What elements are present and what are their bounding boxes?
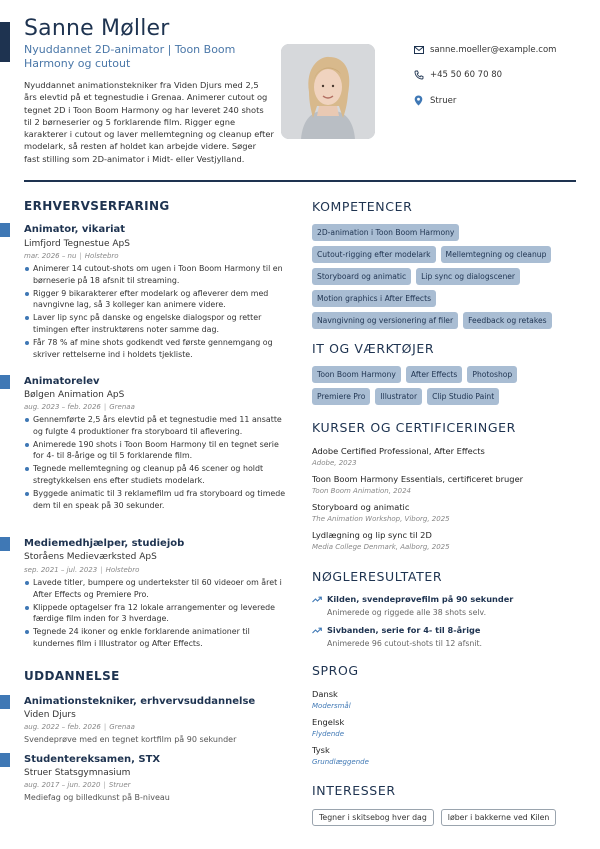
job-dates: mar. 2026 – nu — [24, 252, 77, 260]
contact-phone-text: +45 50 60 70 80 — [430, 70, 503, 80]
header-accent-bar — [0, 22, 10, 62]
job-meta: sep. 2021 – jul. 2023 | Holstebro — [24, 566, 140, 574]
education-meta: aug. 2017 – jun. 2020 | Struer — [24, 781, 131, 789]
result-item — [312, 594, 572, 617]
job-location: Grenaa — [109, 403, 135, 411]
job-meta: mar. 2026 – nu | Holstebro — [24, 252, 119, 260]
job-bullet: Tegnede mellemtegning og cleanup på 46 scener og holdt stregtykkelsen ens efter studiets modelark. — [24, 463, 286, 486]
languages-heading: SPROG — [312, 663, 359, 678]
education-title: Animationstekniker, erhvervsuddannelse — [24, 696, 256, 707]
course-meta: Media College Denmark, Aalborg, 2025 — [312, 543, 450, 551]
map-pin-icon — [414, 95, 428, 106]
job-company: Bølgen Animation ApS — [24, 390, 125, 400]
course-meta: Adobe, 2023 — [312, 459, 357, 467]
job-bullet: Gennemførte 2,5 års elevtid på et tegnestudie med 11 ansatte og fulgte 4 produktioner fra storyboard til aflevering. — [24, 414, 286, 437]
language-level: Grundlæggende — [312, 758, 369, 766]
course-name: Adobe Certified Professional, After Effects — [312, 446, 485, 456]
job-company: Limfjord Tegnestue ApS — [24, 239, 130, 249]
education-marker — [0, 753, 10, 767]
candidate-subtitle: Nyuddannet 2D-animator | Toon Boom Harmony og cutout — [24, 43, 236, 70]
job-title: Animator, vikariat — [24, 224, 126, 235]
education-dates: aug. 2022 – feb. 2026 — [24, 723, 101, 731]
course-name: Storyboard og animatic — [312, 502, 410, 512]
contact-location — [414, 95, 456, 106]
tool-tag: After Effects — [406, 366, 462, 383]
tools-heading: IT OG VÆRKTØJER — [312, 341, 435, 356]
education-location: Struer — [108, 781, 131, 789]
courses-heading: KURSER OG CERTIFICERINGER — [312, 420, 516, 435]
tools-tags — [312, 366, 580, 405]
result-item — [312, 625, 572, 648]
job-dates: sep. 2021 – jul. 2023 — [24, 566, 98, 574]
job-marker — [0, 537, 10, 551]
contact-email-text: sanne.moeller@example.com — [430, 45, 557, 55]
skill-tag: Feedback og retakes — [463, 312, 551, 329]
profile-photo — [281, 44, 375, 139]
skills-tags — [312, 224, 580, 329]
job-marker — [0, 375, 10, 389]
job-bullets — [24, 577, 286, 651]
contact-phone[interactable] — [414, 70, 502, 80]
job-bullets — [24, 414, 286, 513]
candidate-name: Sanne Møller — [24, 16, 170, 41]
education-heading: UDDANNELSE — [24, 669, 120, 683]
job-bullet: Animerede 190 shots i Toon Boom Harmony til en tegnet serie for 4- til 8-årige og til 5 forklarende film. — [24, 439, 286, 462]
language-name: Engelsk — [312, 717, 345, 727]
job-bullet: Rigger 9 bikarakterer efter modelark og afleverer dem med navngivne lag, så 3 kolleger kan animere videre. — [24, 288, 286, 311]
language-level: Flydende — [312, 730, 345, 738]
contact-location-text: Struer — [430, 95, 457, 106]
result-title: Sivbanden, serie for 4- til 8-årige — [327, 625, 481, 635]
tool-tag: Clip Studio Paint — [427, 388, 499, 405]
job-bullets — [24, 263, 286, 362]
job-bullet: Animerer 14 cutout-shots om ugen i Toon Boom Harmony til en børneserie på 18 afsnit til streaming. — [24, 263, 286, 286]
skill-tag: Storyboard og animatic — [312, 268, 411, 285]
job-bullet: Byggede animatic til 3 reklamefilm ud fra storyboard og timede dem til en speak på 30 sekunder. — [24, 488, 286, 511]
interests-list — [312, 809, 556, 826]
language-level: Modersmål — [312, 702, 351, 710]
job-title: Mediemedhjælper, studiejob — [24, 538, 185, 549]
job-location: Holstebro — [105, 566, 140, 574]
header-divider — [24, 180, 576, 182]
education-school: Viden Djurs — [24, 710, 76, 720]
mail-icon — [414, 46, 428, 54]
skill-tag: Motion graphics i After Effects — [312, 290, 436, 307]
job-location: Holstebro — [84, 252, 119, 260]
result-title: Kilden, svendeprøvefilm på 90 sekunder — [327, 594, 514, 604]
skill-tag: Lip sync og dialogscener — [416, 268, 520, 285]
job-bullet: Lavede titler, bumpere og undertekster til 60 videoer om året i After Effects og Premiere Pro. — [24, 577, 286, 600]
trend-up-icon — [312, 626, 322, 636]
education-description: Mediefag og billedkunst på B-niveau — [24, 793, 170, 802]
job-dates: aug. 2023 – feb. 2026 — [24, 403, 101, 411]
trend-up-icon — [312, 595, 322, 605]
job-bullet: Klippede optagelser fra 12 lokale arrangementer og leverede færdige film inden for 3 hverdage. — [24, 602, 286, 625]
language-name: Tysk — [312, 745, 330, 755]
course-name: Lydlægning og lip sync til 2D — [312, 530, 432, 540]
skill-tag: Mellemtegning og cleanup — [441, 246, 552, 263]
job-bullet: Tegnede 24 ikoner og enkle forklarende animationer til kundernes film i Illustrator og After Effects. — [24, 626, 286, 649]
education-title: Studentereksamen, STX — [24, 754, 161, 765]
skills-heading: KOMPETENCER — [312, 199, 413, 214]
education-marker — [0, 695, 10, 709]
interests-heading: INTERESSER — [312, 783, 396, 798]
result-description: Animerede og riggede alle 38 shots selv. — [327, 608, 487, 617]
interest-chip: løber i bakkerne ved Kilen — [441, 809, 557, 826]
education-meta: aug. 2022 – feb. 2026 | Grenaa — [24, 723, 135, 731]
education-dates: aug. 2017 – jun. 2020 — [24, 781, 101, 789]
interest-chip: Tegner i skitsebog hver dag — [312, 809, 434, 826]
tool-tag: Toon Boom Harmony — [312, 366, 401, 383]
job-meta: aug. 2023 – feb. 2026 | Grenaa — [24, 403, 135, 411]
language-name: Dansk — [312, 689, 338, 699]
contact-email[interactable] — [414, 45, 556, 55]
skill-tag: Cutout-rigging efter modelark — [312, 246, 436, 263]
experience-heading: ERHVERVSERFARING — [24, 199, 170, 213]
result-description: Animerede 96 cutout-shots til 12 afsnit. — [327, 639, 483, 648]
job-marker — [0, 223, 10, 237]
job-title: Animatorelev — [24, 376, 100, 387]
job-bullet: Får 78 % af mine shots godkendt ved første gennemgang og skriver rettelserne ind i holdets tjekliste. — [24, 337, 286, 360]
course-meta: The Animation Workshop, Viborg, 2025 — [312, 515, 450, 523]
phone-icon — [414, 70, 428, 80]
education-location: Grenaa — [109, 723, 135, 731]
profile-summary: Nyuddannet animationstekniker fra Viden Djurs med 2,5 års elevtid på et tegnestudie i Grenaa. Animerer cutout og tegnet 2D i Toon Boom Harmony og har leveret 240 shots til 2 børneserier og 5 forklarende film. Rigger egne karakterer i cutout og laver mellemtegning og cleanup efter modelark, så resten af holdet kan arbejde videre. Søger fast stilling som 2D-animator i Midt- eller Vestjylland. — [24, 80, 274, 164]
education-description: Svendeprøve med en tegnet kortfilm på 90 sekunder — [24, 735, 237, 744]
tool-tag: Photoshop — [467, 366, 517, 383]
job-company: Storåens Medieværksted ApS — [24, 552, 157, 562]
results-heading: NØGLERESULTATER — [312, 569, 443, 584]
tool-tag: Premiere Pro — [312, 388, 370, 405]
skill-tag: Navngivning og versionering af filer — [312, 312, 458, 329]
course-name: Toon Boom Harmony Essentials, certificeret bruger — [312, 474, 524, 484]
skill-tag: 2D-animation i Toon Boom Harmony — [312, 224, 459, 241]
tool-tag: Illustrator — [375, 388, 422, 405]
course-meta: Toon Boom Animation, 2024 — [312, 487, 412, 495]
education-school: Struer Statsgymnasium — [24, 768, 131, 778]
job-bullet: Laver lip sync på danske og engelske dialogspor og retter timingen efter instruktørens noter samme dag. — [24, 312, 286, 335]
